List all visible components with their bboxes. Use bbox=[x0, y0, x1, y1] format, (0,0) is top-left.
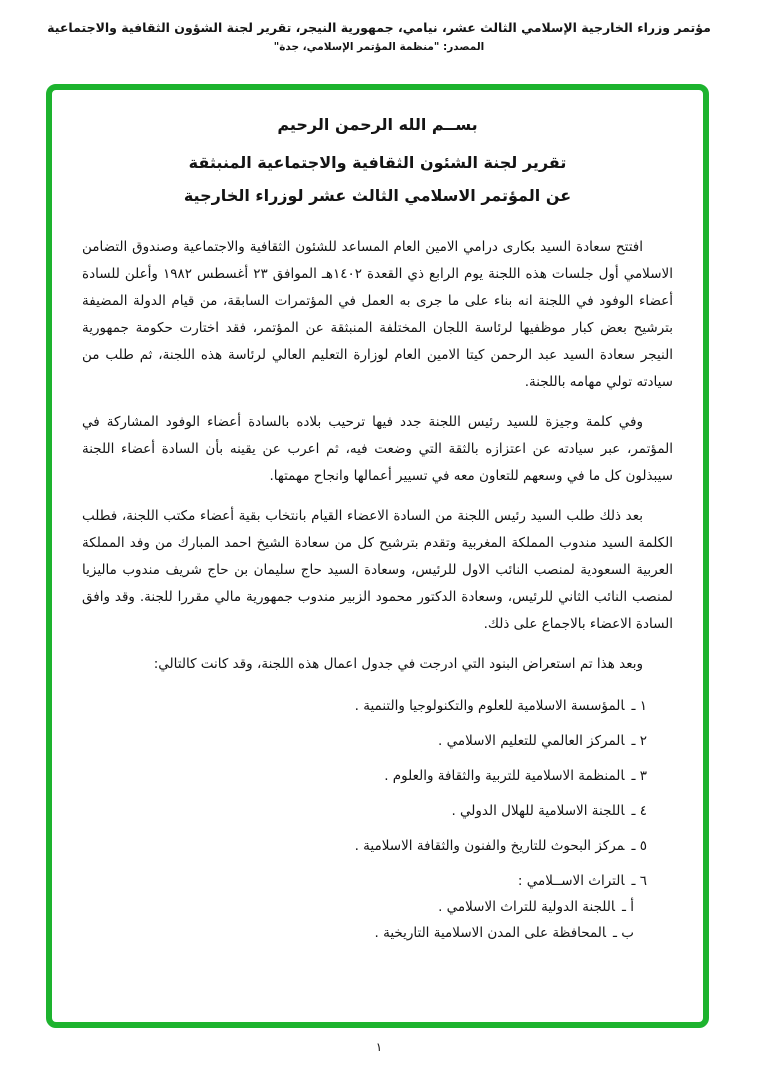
agenda-item-text: المركز العالمي للتعليم الاسلامي . bbox=[438, 733, 625, 749]
agenda-list bbox=[82, 694, 673, 946]
agenda-item-text: اللجنة الاسلامية للهلال الدولي . bbox=[451, 803, 625, 819]
paragraph-opening-session: افتتح سعادة السيد بكارى درامي الامين العام المساعد للشئون الثقافية والاجتماعية وصندوق التضامن الاسلامي أول جلسات هذه اللجنة يوم الرابع ذي القعدة ١٤٠٢هـ الموافق ٢٣ أغسطس ١٩٨٢ وأعلن للسادة أعضاء الوفود في اللجنة انه بناء على ما جرى به العمل في المؤتمرات السابقة، من قيام الدولة المضيفة بترشيح بعض كبار موظفيها لرئاسة اللجان المختلفة المنبثقة عن المؤتمر، فقد اختارت حكومة جمهورية النيجر سعادة السيد عبد الرحمن كيتا الامين العام لوزارة التعليم العالي لرئاسة هذه اللجنة، ثم طلب من سيادته تولي مهامه باللجنة. bbox=[82, 239, 673, 390]
agenda-item-text: المؤسسة الاسلامية للعلوم والتكنولوجيا والتنمية . bbox=[354, 698, 625, 714]
document-header bbox=[0, 20, 758, 53]
agenda-item-text: التراث الاســلامي : bbox=[517, 873, 625, 889]
agenda-item-text: المنظمة الاسلامية للتربية والثقافة والعلوم . bbox=[384, 768, 625, 784]
agenda-item-text: اللجنة الدولية للتراث الاسلامي . bbox=[438, 899, 615, 915]
agenda-item-2 bbox=[82, 729, 647, 754]
basmala: بســم الله الرحمن الرحيم bbox=[277, 115, 478, 134]
agenda-item-number: ٣ ـ bbox=[631, 768, 647, 784]
agenda-item-text: المحافظة على المدن الاسلامية التاريخية . bbox=[374, 925, 607, 941]
body-text bbox=[82, 234, 673, 678]
document-content bbox=[52, 90, 703, 1022]
agenda-item-number: ٥ ـ bbox=[631, 838, 647, 854]
agenda-item-1 bbox=[82, 694, 647, 719]
agenda-item-3 bbox=[82, 764, 647, 789]
agenda-item-6 bbox=[82, 869, 647, 894]
report-title-line-2: عن المؤتمر الاسلامي الثالث عشر لوزراء الخارجية bbox=[183, 186, 572, 205]
page-number: ١ bbox=[375, 1040, 383, 1054]
agenda-item-text: مركز البحوث للتاريخ والفنون والثقافة الاسلامية . bbox=[354, 838, 625, 854]
agenda-subitem-b bbox=[82, 921, 647, 946]
paragraph-chairman-speech: وفي كلمة وجيزة للسيد رئيس اللجنة جدد فيها ترحيب بلاده بالسادة أعضاء الوفود المشاركة في المؤتمر، عبر سيادته عن اعتزازه بالثقة التي وضعت فيه، ثم اعرب عن يقينه بأن السادة أعضاء اللجنة سيبذلون كل ما في وسعهم للتعاون معه في تسيير أعمالها وانجاح مهمتها. bbox=[82, 414, 673, 484]
agenda-item-number: ٦ ـ bbox=[631, 873, 647, 889]
paragraph-agenda-intro: وبعد هذا تم استعراض البنود التي ادرجت في جدول اعمال هذه اللجنة، وقد كانت كالتالي: bbox=[153, 656, 643, 672]
title-block bbox=[82, 112, 673, 212]
document-border bbox=[46, 84, 709, 1028]
header-title: مؤتمر وزراء الخارجية الإسلامي الثالث عشر، نيامي، جمهورية النيجر، تقرير لجنة الشؤون الثقافية والاجتماعية bbox=[47, 20, 711, 35]
report-title-line-1: تقرير لجنة الشئون الثقافية والاجتماعية المنبثقة bbox=[188, 153, 567, 172]
paragraph-bureau-election: بعد ذلك طلب السيد رئيس اللجنة من السادة الاعضاء القيام بانتخاب بقية أعضاء مكتب اللجنة، فطلب الكلمة السيد مندوب المملكة المغربية وتقدم بترشيح كل من سعادة الشيخ احمد المبارك من وفد المملكة العربية السعودية لمنصب النائب الاول للرئيس، وسعادة السيد حاج سليمان بن حاج شريف مندوب ماليزيا لمنصب النائب الثاني للرئيس، وسعادة الدكتور محمود الزبير مندوب جمهورية مالي مقررا للجنة. وقد وافق السادة الاعضاء بالاجماع على ذلك. bbox=[82, 508, 673, 632]
agenda-item-number: أ ـ bbox=[622, 899, 634, 915]
header-source: المصدر: "منظمة المؤتمر الإسلامي، جدة" bbox=[273, 41, 485, 53]
agenda-subitem-a bbox=[82, 895, 647, 920]
agenda-item-number: ٤ ـ bbox=[631, 803, 647, 819]
agenda-item-5 bbox=[82, 834, 647, 859]
agenda-item-number: ٢ ـ bbox=[631, 733, 647, 749]
agenda-item-4 bbox=[82, 799, 647, 824]
agenda-item-number: ب ـ bbox=[613, 925, 634, 941]
agenda-item-number: ١ ـ bbox=[631, 698, 647, 714]
